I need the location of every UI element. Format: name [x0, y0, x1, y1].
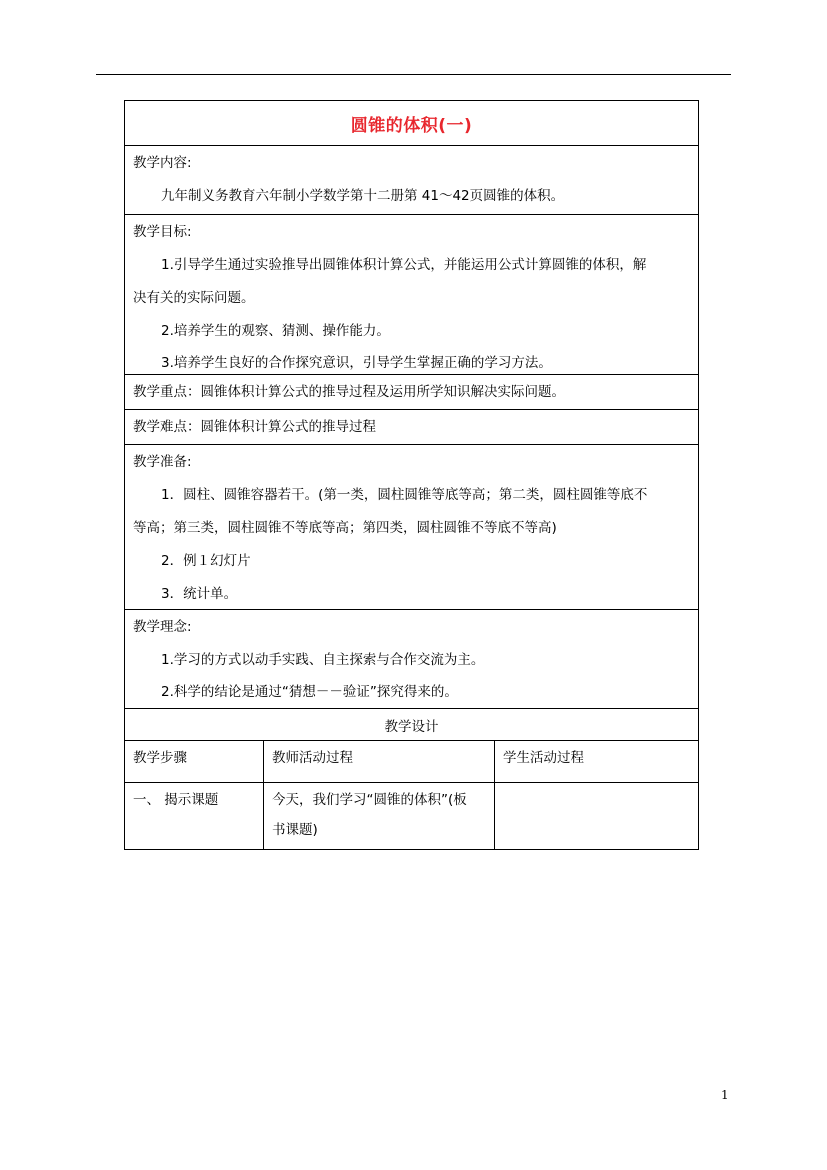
design-heading: 教学设计 — [384, 718, 439, 735]
content-heading: 教学内容: — [133, 155, 192, 171]
key-point-section — [125, 375, 698, 410]
preparation-1-line-1: 1．圆柱、圆锥容器若干。(第一类，圆柱圆锥等底等高；第二类，圆柱圆锥等底不 — [161, 487, 648, 503]
philosophy-heading: 教学理念: — [133, 619, 192, 635]
student-header-cell — [495, 741, 698, 782]
design-step-row — [125, 783, 698, 849]
philosophy-section — [125, 610, 698, 709]
content-text: 九年制义务教育六年制小学数学第十二册第 41～42页圆锥的体积。 — [161, 188, 565, 204]
step-1-label: 一、 揭示课题 — [133, 792, 219, 808]
objectives-section — [125, 215, 698, 375]
student-header: 学生活动过程 — [503, 750, 584, 766]
preparation-3: 3．统计单。 — [161, 586, 238, 602]
preparation-1-line-2: 等高；第三类，圆柱圆锥不等底等高；第四类，圆柱圆锥不等底不等高) — [133, 520, 557, 536]
teacher-cell — [264, 783, 495, 849]
page-number: 1 — [721, 1088, 729, 1102]
student-cell — [495, 783, 698, 849]
difficulty-section — [125, 410, 698, 445]
design-column-headers — [125, 741, 698, 783]
preparation-section — [125, 445, 698, 610]
teacher-header-cell — [264, 741, 495, 782]
lesson-plan-table — [124, 100, 699, 850]
key-point-text: 教学重点：圆锥体积计算公式的推导过程及运用所学知识解决实际问题。 — [133, 384, 565, 400]
content-section — [125, 146, 698, 215]
teacher-activity-line-2: 书课题) — [272, 822, 318, 838]
teacher-activity-line-1: 今天，我们学习“圆锥的体积”(板 — [272, 792, 467, 808]
header-rule — [96, 74, 731, 75]
preparation-heading: 教学准备: — [133, 454, 192, 470]
step-header-cell — [125, 741, 264, 782]
lesson-title: 圆锥的体积(一) — [350, 115, 473, 136]
objective-1-line-2: 决有关的实际问题。 — [133, 290, 255, 306]
preparation-2: 2．例１幻灯片 — [161, 553, 251, 569]
objective-3: 3.培养学生良好的合作探究意识，引导学生掌握正确的学习方法。 — [161, 355, 552, 371]
objective-2: 2.培养学生的观察、猜测、操作能力。 — [161, 323, 390, 339]
difficulty-text: 教学难点：圆锥体积计算公式的推导过程 — [133, 419, 376, 435]
title-row — [125, 101, 698, 146]
step-cell — [125, 783, 264, 849]
philosophy-1: 1.学习的方式以动手实践、自主探索与合作交流为主。 — [161, 652, 485, 668]
philosophy-2: 2.科学的结论是通过“猜想－－验证”探究得来的。 — [161, 684, 458, 700]
teacher-header: 教师活动过程 — [272, 750, 353, 766]
objectives-heading: 教学目标: — [133, 224, 192, 240]
objective-1-line-1: 1.引导学生通过实验推导出圆锥体积计算公式，并能运用公式计算圆锥的体积，解 — [161, 257, 647, 273]
design-heading-row — [125, 709, 698, 741]
step-header: 教学步骤 — [133, 750, 187, 766]
